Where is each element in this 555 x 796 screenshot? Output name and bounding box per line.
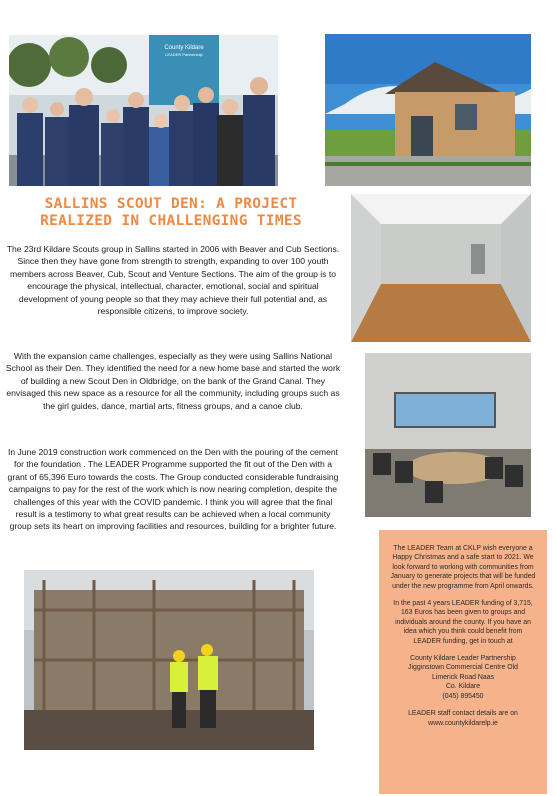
funding-summary: In the past 4 years LEADER funding of 3,715, 163 Euros has been given to groups and individuals around the county. If you have an idea which you think could benefit from LEADER funding, get in touch at [393, 600, 533, 645]
christmas-greeting: The LEADER Team at CKLP wish everyone a Happy Christmas and a safe start to 2021. We look forward to working with communities from January to generate projects that will be funded under the new programme from April onwards. [390, 545, 536, 590]
banner-text-2: LEADER Partnership [165, 52, 203, 57]
article-paragraph-2: With the expansion came challenges, especially as they were using Sallins National School as their Den. They identified the need for a new home base and started the work of building a new Scout Den in Oldbridge, on the bank of the Grand Canal. They envisaged this new space as a resource for all the community, including groups such as the girl guides, dance, martial arts, fitness groups, and a canoe club. [5, 351, 341, 411]
contact-county: Co. Kildare [445, 683, 481, 691]
hall-interior-photo [351, 194, 531, 342]
construction-site-photo [24, 570, 314, 750]
contact-phone: (045) 895450 [442, 692, 484, 700]
contact-org: County Kildare Leader Partnership [410, 655, 516, 663]
banner-text-1: County Kildare [164, 45, 204, 51]
contact-details [389, 654, 537, 701]
meeting-room-photo [365, 353, 531, 517]
article-headline: SALLINS SCOUT DEN: A PROJECT REALIZED IN CHALLENGING TIMES [40, 196, 302, 229]
article-paragraph-1: The 23rd Kildare Scouts group in Sallins started in 2006 with Beaver and Cub Sections. Since then they have gone from strength to strength, expanding to over 100 youth members across Beaver, Cub, Scout and Venture Sections. The aim of the group is to encourage the physical, intellectual, character, emotional, social and spiritual development of young people so that they may achieve their full potential and, as responsible citizens, to improve society. [6, 244, 340, 317]
article-paragraph-3: In June 2019 construction work commenced on the Den with the pouring of the cement for the foundation . The LEADER Programme supported the fit out of the Den with a grant of 65,396 Euro towards the costs. The Group conducted considerable fundraising campaigns to pay for the rest of the work which is now nearing completion, despite the challenges of this year with the COVID pandemic. I think you will agree that the final result is a testimony to what great results can be achieved when a local community group sets its heart on improving facilities and resources, building for a brighter future. [7, 447, 339, 532]
leader-info-box [379, 530, 547, 794]
contact-address-1: Jigginstown Commercial Centre Old [408, 664, 518, 672]
contact-address-2: Limerick Road Naas [431, 673, 495, 681]
staff-contacts-link[interactable]: LEADER staff contact details are on www.countykildarelp.ie [408, 710, 518, 727]
scout-den-exterior-photo [325, 34, 531, 186]
scout-group-photo [9, 35, 278, 186]
